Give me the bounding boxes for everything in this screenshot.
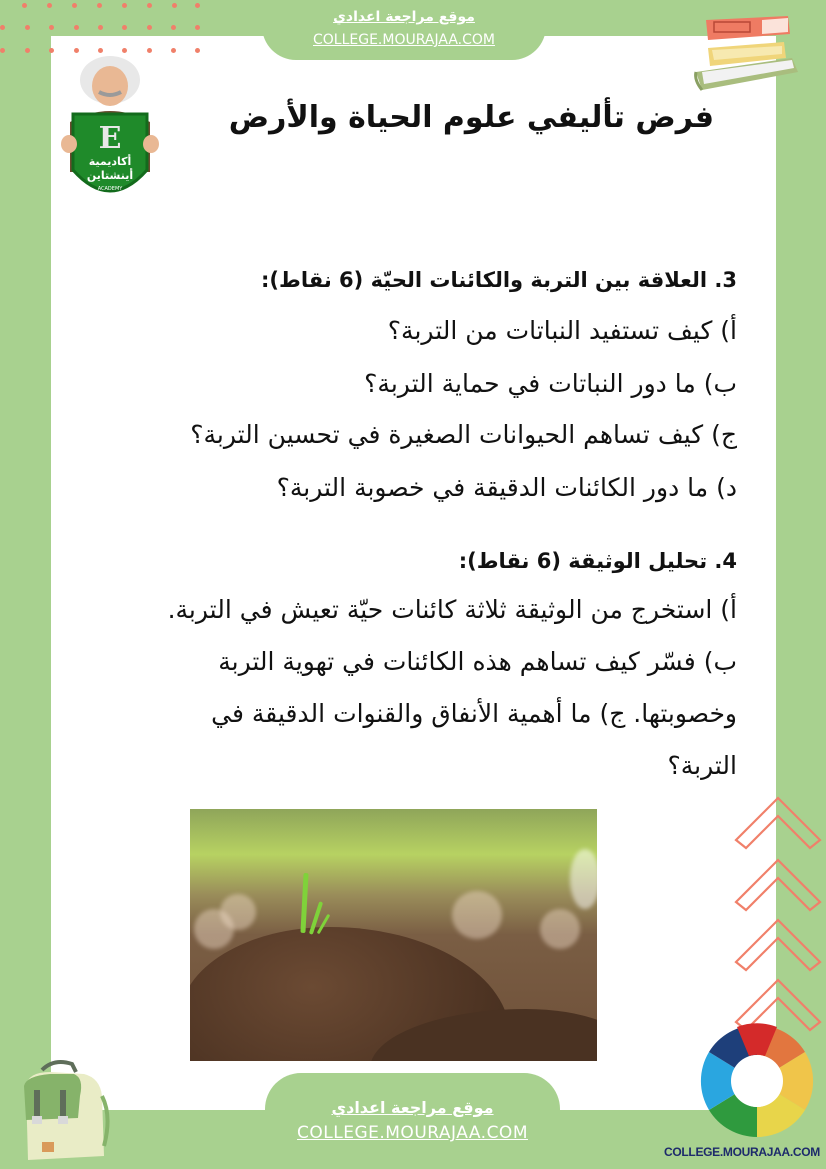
badge-caption: COLLEGE.MOURAJAA.COM xyxy=(663,1145,820,1159)
section-3-heading: 3. العلاقة بين التربة والكائنات الحيّة (6 نقاط): xyxy=(261,268,737,292)
footer-tab xyxy=(265,1073,560,1169)
section-3-question-d: د) ما دور الكائنات الدقيقة في خصوبة التربة؟ xyxy=(276,473,737,502)
svg-text:E: E xyxy=(98,121,122,156)
section-4-line-3: وخصوبتها. ج) ما أهمية الأنفاق والقنوات الدقيقة في xyxy=(211,699,737,728)
section-3-question-c: ج) كيف تساهم الحيوانات الصغيرة في تحسين التربة؟ xyxy=(190,420,737,449)
books-icon xyxy=(692,10,802,95)
academy-logo xyxy=(55,52,165,212)
section-3-question-a: أ) كيف تستفيد النباتات من التربة؟ xyxy=(387,316,737,345)
section-4-line-4: التربة؟ xyxy=(667,751,737,780)
svg-text:ACADEMY: ACADEMY xyxy=(97,186,123,192)
svg-text:أكاديمية: أكاديمية xyxy=(88,155,132,168)
soil-seedling-photo xyxy=(190,809,597,1061)
chevrons-decoration xyxy=(730,790,826,1040)
section-4-line-2: ب) فسّر كيف تساهم هذه الكائنات في تهوية التربة xyxy=(218,647,737,676)
footer-site-name[interactable]: موقع مراجعة اعدادي xyxy=(331,1098,494,1117)
section-4-line-1: أ) استخرج من الوثيقة ثلاثة كائنات حيّة تعيش في التربة. xyxy=(167,595,737,624)
frame-left-band xyxy=(0,0,51,1169)
backpack-icon xyxy=(14,1056,114,1164)
section-3-question-b: ب) ما دور النباتات في حماية التربة؟ xyxy=(364,369,737,398)
subjects-wheel-logo xyxy=(694,1022,820,1140)
header-site-name[interactable]: موقع مراجعة اعدادي xyxy=(333,9,475,25)
footer-site-url[interactable]: COLLEGE.MOURAJAA.COM xyxy=(297,1123,528,1143)
decorative-dots xyxy=(0,0,200,52)
header-site-url[interactable]: COLLEGE.MOURAJAA.COM xyxy=(313,32,495,48)
page-title: فرض تأليفي علوم الحياة والأرض xyxy=(228,100,714,135)
svg-text:أينشتاين: أينشتاين xyxy=(86,169,134,182)
section-4-heading: 4. تحليل الوثيقة (6 نقاط): xyxy=(458,549,737,573)
